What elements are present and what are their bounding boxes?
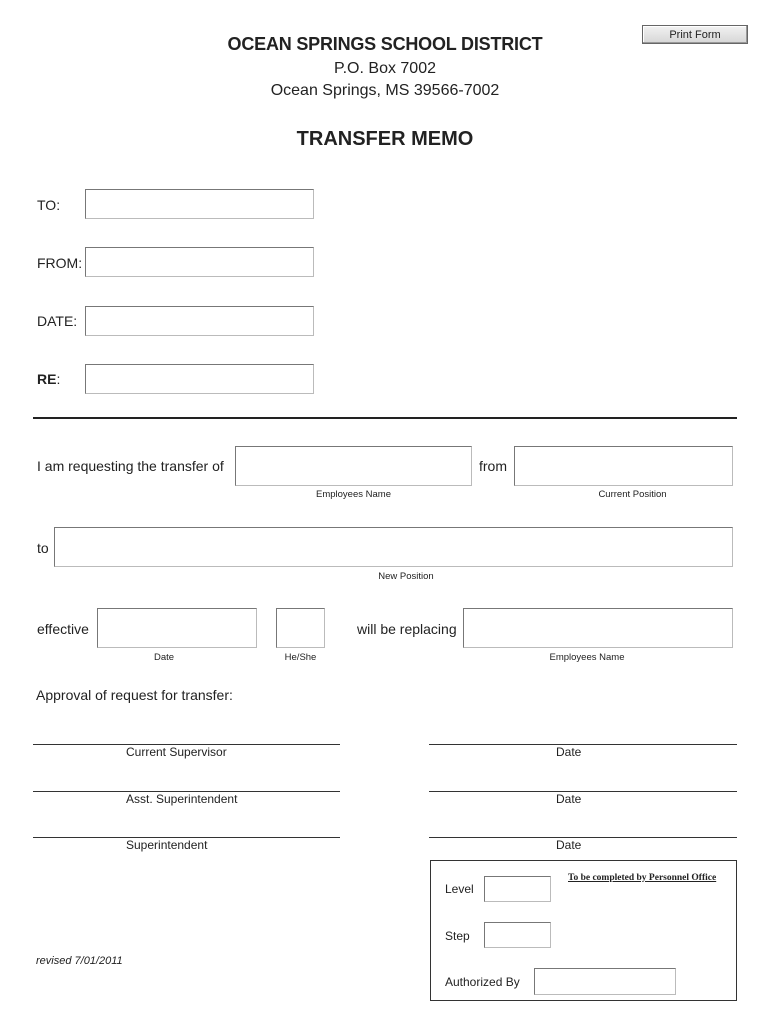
date-caption: Date (153, 652, 175, 663)
date-label: DATE: (37, 313, 78, 329)
district-name: OCEAN SPRINGS SCHOOL DISTRICT (227, 34, 543, 54)
asst-superintendent-role-label: Asst. Superintendent (126, 792, 238, 806)
current-position-field[interactable] (514, 446, 733, 486)
level-field[interactable] (484, 876, 551, 902)
step-label: Step (445, 929, 470, 943)
level-label: Level (445, 882, 474, 896)
employee-name-caption: Employees Name (316, 489, 391, 500)
he-she-field[interactable] (276, 608, 325, 648)
divider (33, 417, 737, 419)
to-label: TO: (37, 197, 61, 213)
effective-text: effective (37, 621, 89, 637)
authorized-by-label: Authorized By (445, 975, 520, 989)
he-she-caption: He/She (284, 652, 317, 663)
replaced-employee-field[interactable] (463, 608, 733, 648)
superintendent-date-label: Date (556, 838, 582, 852)
re-label-bold: RE (37, 371, 57, 387)
memo-title: TRANSFER MEMO (296, 128, 474, 150)
address-line-1: P.O. Box 7002 (334, 60, 436, 77)
from-text: from (479, 458, 507, 474)
re-label-colon: : (56, 371, 61, 387)
personnel-office-title: To be completed by Personnel Office (568, 873, 717, 883)
current-position-caption: Current Position (598, 489, 667, 500)
superintendent-date-line[interactable] (429, 837, 737, 838)
from-label: FROM: (37, 255, 83, 271)
print-form-button[interactable]: Print Form (642, 25, 748, 44)
address-line-2: Ocean Springs, MS 39566-7002 (270, 82, 500, 99)
new-position-field[interactable] (54, 527, 733, 567)
approval-heading: Approval of request for transfer: (36, 687, 233, 703)
supervisor-role-label: Current Supervisor (126, 745, 227, 759)
superintendent-role-label: Superintendent (126, 838, 208, 852)
supervisor-date-line[interactable] (429, 744, 737, 745)
to-field[interactable] (85, 189, 314, 219)
asst-superintendent-date-line[interactable] (429, 791, 737, 792)
supervisor-date-label: Date (556, 745, 582, 759)
re-field[interactable] (85, 364, 314, 394)
asst-superintendent-date-label: Date (556, 792, 582, 806)
request-transfer-text: I am requesting the transfer of (37, 458, 224, 474)
employee-name-field[interactable] (235, 446, 472, 486)
from-field[interactable] (85, 247, 314, 277)
will-be-replacing-text: will be replacing (357, 621, 457, 637)
date-field[interactable] (85, 306, 314, 336)
replaced-name-caption: Employees Name (549, 652, 625, 663)
new-position-caption: New Position (378, 571, 434, 582)
to-text: to (37, 540, 49, 556)
authorized-by-field[interactable] (534, 968, 676, 995)
re-label (37, 371, 60, 387)
revised-date: revised 7/01/2011 (36, 955, 123, 967)
effective-date-field[interactable] (97, 608, 257, 648)
step-field[interactable] (484, 922, 551, 948)
